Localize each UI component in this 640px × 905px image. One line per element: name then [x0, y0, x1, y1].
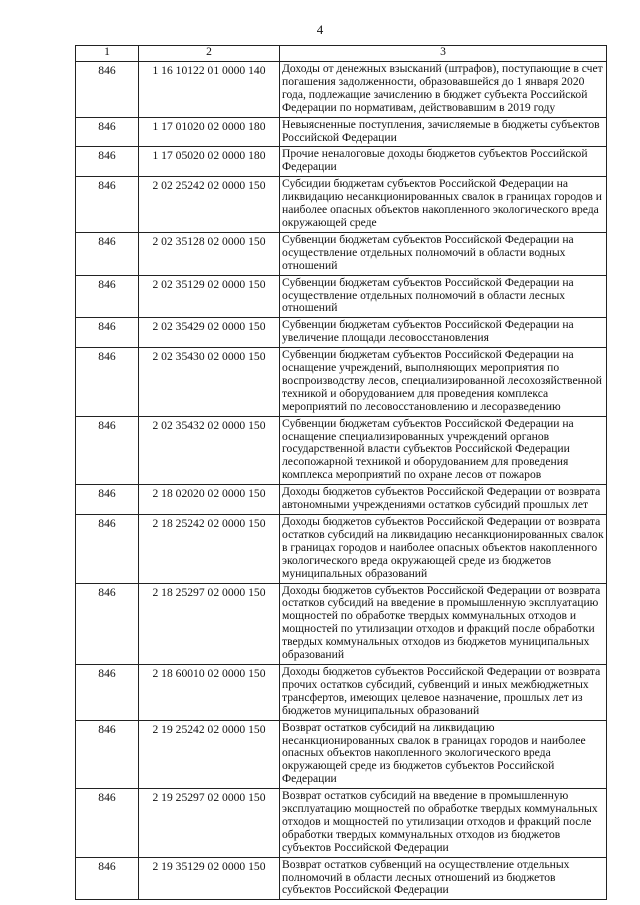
revenue-name-cell: Возврат остатков субсидий на введение в промышленную эксплуатацию мощностей по обработке твердых коммунальных отходов и мощностей по утилизации отходов и фракций после обработки твердых коммунальных отходов из бюджетов субъектов Российской Федерации	[280, 789, 607, 858]
admin-code-cell: 846	[76, 318, 139, 348]
admin-code-cell: 846	[76, 720, 139, 789]
admin-code-cell: 846	[76, 789, 139, 858]
budget-code-cell: 1 16 10122 01 0000 140	[139, 62, 280, 118]
budget-code-cell: 2 19 25242 02 0000 150	[139, 720, 280, 789]
admin-code-cell: 846	[76, 147, 139, 177]
revenue-name-cell: Субвенции бюджетам субъектов Российской Федерации на осуществление отдельных полномочий в области водных отношений	[280, 232, 607, 275]
table-row	[76, 318, 607, 348]
table-body	[76, 62, 607, 900]
budget-code-cell: 2 02 35432 02 0000 150	[139, 416, 280, 485]
table-row	[76, 720, 607, 789]
budget-code-cell: 1 17 01020 02 0000 180	[139, 117, 280, 147]
column-header-2: 2	[139, 46, 280, 62]
budget-code-cell: 2 02 35129 02 0000 150	[139, 275, 280, 318]
revenue-name-cell: Невыясненные поступления, зачисляемые в бюджеты субъектов Российской Федерации	[280, 117, 607, 147]
column-header-3: 3	[280, 46, 607, 62]
budget-code-cell: 2 18 25242 02 0000 150	[139, 515, 280, 584]
revenue-name-cell: Доходы бюджетов субъектов Российской Федерации от возврата прочих остатков субсидий, субвенций и иных межбюджетных трансфертов, имеющих целевое назначение, прошлых лет из бюджетов муниципальных образований	[280, 664, 607, 720]
revenue-name-cell: Субвенции бюджетам субъектов Российской Федерации на оснащение специализированных учреждений органов государственной власти субъектов Российской Федерации лесопожарной техникой и оборудованием для проведения комплекса мероприятий по охране лесов от пожаров	[280, 416, 607, 485]
table-row	[76, 275, 607, 318]
revenue-name-cell: Субвенции бюджетам субъектов Российской Федерации на оснащение учреждений, выполняющих мероприятия по воспроизводству лесов, специализированной лесохозяйственной техникой и оборудованием для проведения комплекса мероприятий по лесовосстановлению и лесоразведению	[280, 348, 607, 417]
admin-code-cell: 846	[76, 275, 139, 318]
admin-code-cell: 846	[76, 857, 139, 900]
revenue-name-cell: Субсидии бюджетам субъектов Российской Федерации на ликвидацию несанкционированных свалок в границах городов и наиболее опасных объектов накопленного экологического вреда окружающей среде	[280, 177, 607, 233]
revenue-name-cell: Доходы от денежных взысканий (штрафов), поступающие в счет погашения задолженности, образовавшейся до 1 января 2020 года, подлежащие зачислению в бюджет субъекта Российской Федерации по нормативам, действовавшим в 2019 году	[280, 62, 607, 118]
revenue-name-cell: Возврат остатков субсидий на ликвидацию несанкционированных свалок в границах городов и наиболее опасных объектов накопленного экологического вреда окружающей среде из бюджетов субъектов Российской Федерации	[280, 720, 607, 789]
budget-code-cell: 2 18 02020 02 0000 150	[139, 485, 280, 515]
table-row	[76, 416, 607, 485]
revenue-name-cell: Возврат остатков субвенций на осуществление отдельных полномочий в области лесных отношений из бюджетов субъектов Российской Федерации	[280, 857, 607, 900]
revenue-name-cell: Доходы бюджетов субъектов Российской Федерации от возврата остатков субсидий на ликвидацию несанкционированных свалок в границах городов и наиболее опасных объектов накопленного экологического вреда окружающей среде из бюджетов муниципальных образований	[280, 515, 607, 584]
admin-code-cell: 846	[76, 485, 139, 515]
admin-code-cell: 846	[76, 416, 139, 485]
admin-code-cell: 846	[76, 348, 139, 417]
column-header-1: 1	[76, 46, 139, 62]
admin-code-cell: 846	[76, 177, 139, 233]
admin-code-cell: 846	[76, 62, 139, 118]
budget-code-cell: 2 02 35429 02 0000 150	[139, 318, 280, 348]
table-row	[76, 515, 607, 584]
table-row	[76, 117, 607, 147]
revenue-name-cell: Субвенции бюджетам субъектов Российской Федерации на увеличение площади лесовосстановления	[280, 318, 607, 348]
budget-code-cell: 2 02 25242 02 0000 150	[139, 177, 280, 233]
revenue-name-cell: Доходы бюджетов субъектов Российской Федерации от возврата автономными учреждениями остатков субсидий прошлых лет	[280, 485, 607, 515]
budget-code-cell: 1 17 05020 02 0000 180	[139, 147, 280, 177]
budget-code-cell: 2 18 25297 02 0000 150	[139, 583, 280, 664]
admin-code-cell: 846	[76, 583, 139, 664]
table-row	[76, 232, 607, 275]
table-row	[76, 485, 607, 515]
table-row	[76, 177, 607, 233]
budget-code-cell: 2 02 35128 02 0000 150	[139, 232, 280, 275]
table-row	[76, 857, 607, 900]
table-row	[76, 583, 607, 664]
table-row	[76, 62, 607, 118]
revenue-name-cell: Субвенции бюджетам субъектов Российской Федерации на осуществление отдельных полномочий в области лесных отношений	[280, 275, 607, 318]
admin-code-cell: 846	[76, 117, 139, 147]
budget-code-cell: 2 02 35430 02 0000 150	[139, 348, 280, 417]
table-row	[76, 147, 607, 177]
admin-code-cell: 846	[76, 232, 139, 275]
table-row	[76, 789, 607, 858]
table-header-row	[76, 46, 607, 62]
table-row	[76, 664, 607, 720]
page-number: 4	[316, 22, 324, 37]
revenue-name-cell: Доходы бюджетов субъектов Российской Федерации от возврата остатков субсидий на введение в промышленную эксплуатацию мощностей по обработке твердых коммунальных отходов и мощностей по утилизации отходов и фракций после обработки твердых коммунальных отходов из бюджетов муниципальных образований	[280, 583, 607, 664]
admin-code-cell: 846	[76, 664, 139, 720]
revenue-name-cell: Прочие неналоговые доходы бюджетов субъектов Российской Федерации	[280, 147, 607, 177]
budget-codes-table	[75, 45, 607, 900]
table-row	[76, 348, 607, 417]
budget-code-cell: 2 18 60010 02 0000 150	[139, 664, 280, 720]
budget-code-cell: 2 19 35129 02 0000 150	[139, 857, 280, 900]
admin-code-cell: 846	[76, 515, 139, 584]
budget-code-cell: 2 19 25297 02 0000 150	[139, 789, 280, 858]
